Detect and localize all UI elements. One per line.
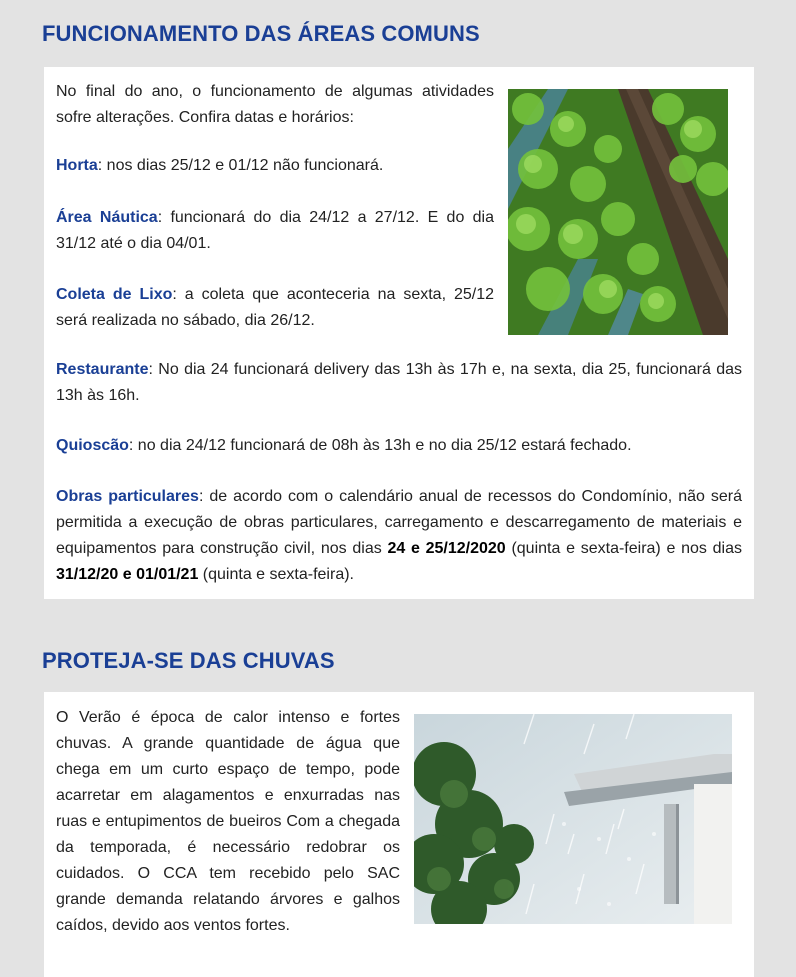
section-title-chuvas: PROTEJA-SE DAS CHUVAS	[42, 648, 335, 673]
rain-gutter-photo	[414, 714, 732, 924]
chuvas-card	[44, 692, 754, 977]
obras-dates-1: 24 e 25/12/2020	[387, 540, 506, 557]
areas-comuns-card	[44, 67, 754, 599]
obras-label: Obras particulares	[56, 488, 199, 505]
quioscao-text: : no dia 24/12 funcionará de 08h às 13h e no dia 25/12 estará fechado.	[128, 437, 632, 454]
restaurante-paragraph	[56, 357, 742, 409]
obras-text-1: : de acordo com o calendário anual de recessos do Condomínio, não será permitida a execução de obras particulares, carregamento e descarregamento de materiais e equipamentos para construção civil, nos dias	[56, 488, 743, 557]
area-nautica-label: Área Náutica	[56, 209, 158, 226]
quioscao-paragraph	[56, 433, 742, 459]
lettuce-garden-photo	[508, 89, 728, 335]
restaurante-text: : No dia 24 funcionará delivery das 13h às 17h e, na sexta, dia 25, funcionará das 13h às 16h.	[56, 361, 742, 404]
chuvas-paragraph: O Verão é época de calor intenso e fortes chuvas. A grande quantidade de água que chega em um curto espaço de tempo, pode acarretar em alagamentos e enxurradas nas ruas e entupimentos de bueiros Com a chegada da temporada, é necessário redobrar os cuidados. O CCA tem recebido pelo SAC grande demanda relatando árvores e galhos caídos, devido aos ventos fortes.	[56, 709, 400, 934]
coleta-lixo-text: : a coleta que aconteceria na sexta, 25/12 será realizada no sábado, dia 26/12.	[56, 286, 495, 329]
obras-paragraph	[56, 484, 742, 588]
horta-label: Horta	[56, 157, 98, 174]
quioscao-label: Quioscão	[56, 437, 129, 454]
intro-paragraph: No final do ano, o funcionamento de algumas atividades sofre alterações. Confira datas e horários:	[56, 83, 494, 126]
horta-paragraph	[56, 153, 494, 179]
area-nautica-paragraph	[56, 205, 494, 257]
horta-text: : nos dias 25/12 e 01/12 não funcionará.	[97, 157, 384, 174]
coleta-lixo-paragraph	[56, 282, 494, 334]
area-nautica-text: : funcionará do dia 24/12 a 27/12. E do dia 31/12 até o dia 04/01.	[56, 209, 494, 252]
coleta-lixo-label: Coleta de Lixo	[56, 286, 173, 303]
section-title-areas-comuns: FUNCIONAMENTO DAS ÁREAS COMUNS	[42, 21, 480, 46]
obras-text-3: (quinta e sexta-feira).	[198, 566, 354, 583]
obras-dates-2: 31/12/20 e 01/01/21	[56, 566, 199, 583]
restaurante-label: Restaurante	[56, 361, 149, 378]
obras-text-2: (quinta e sexta-feira) e nos dias	[505, 540, 743, 557]
